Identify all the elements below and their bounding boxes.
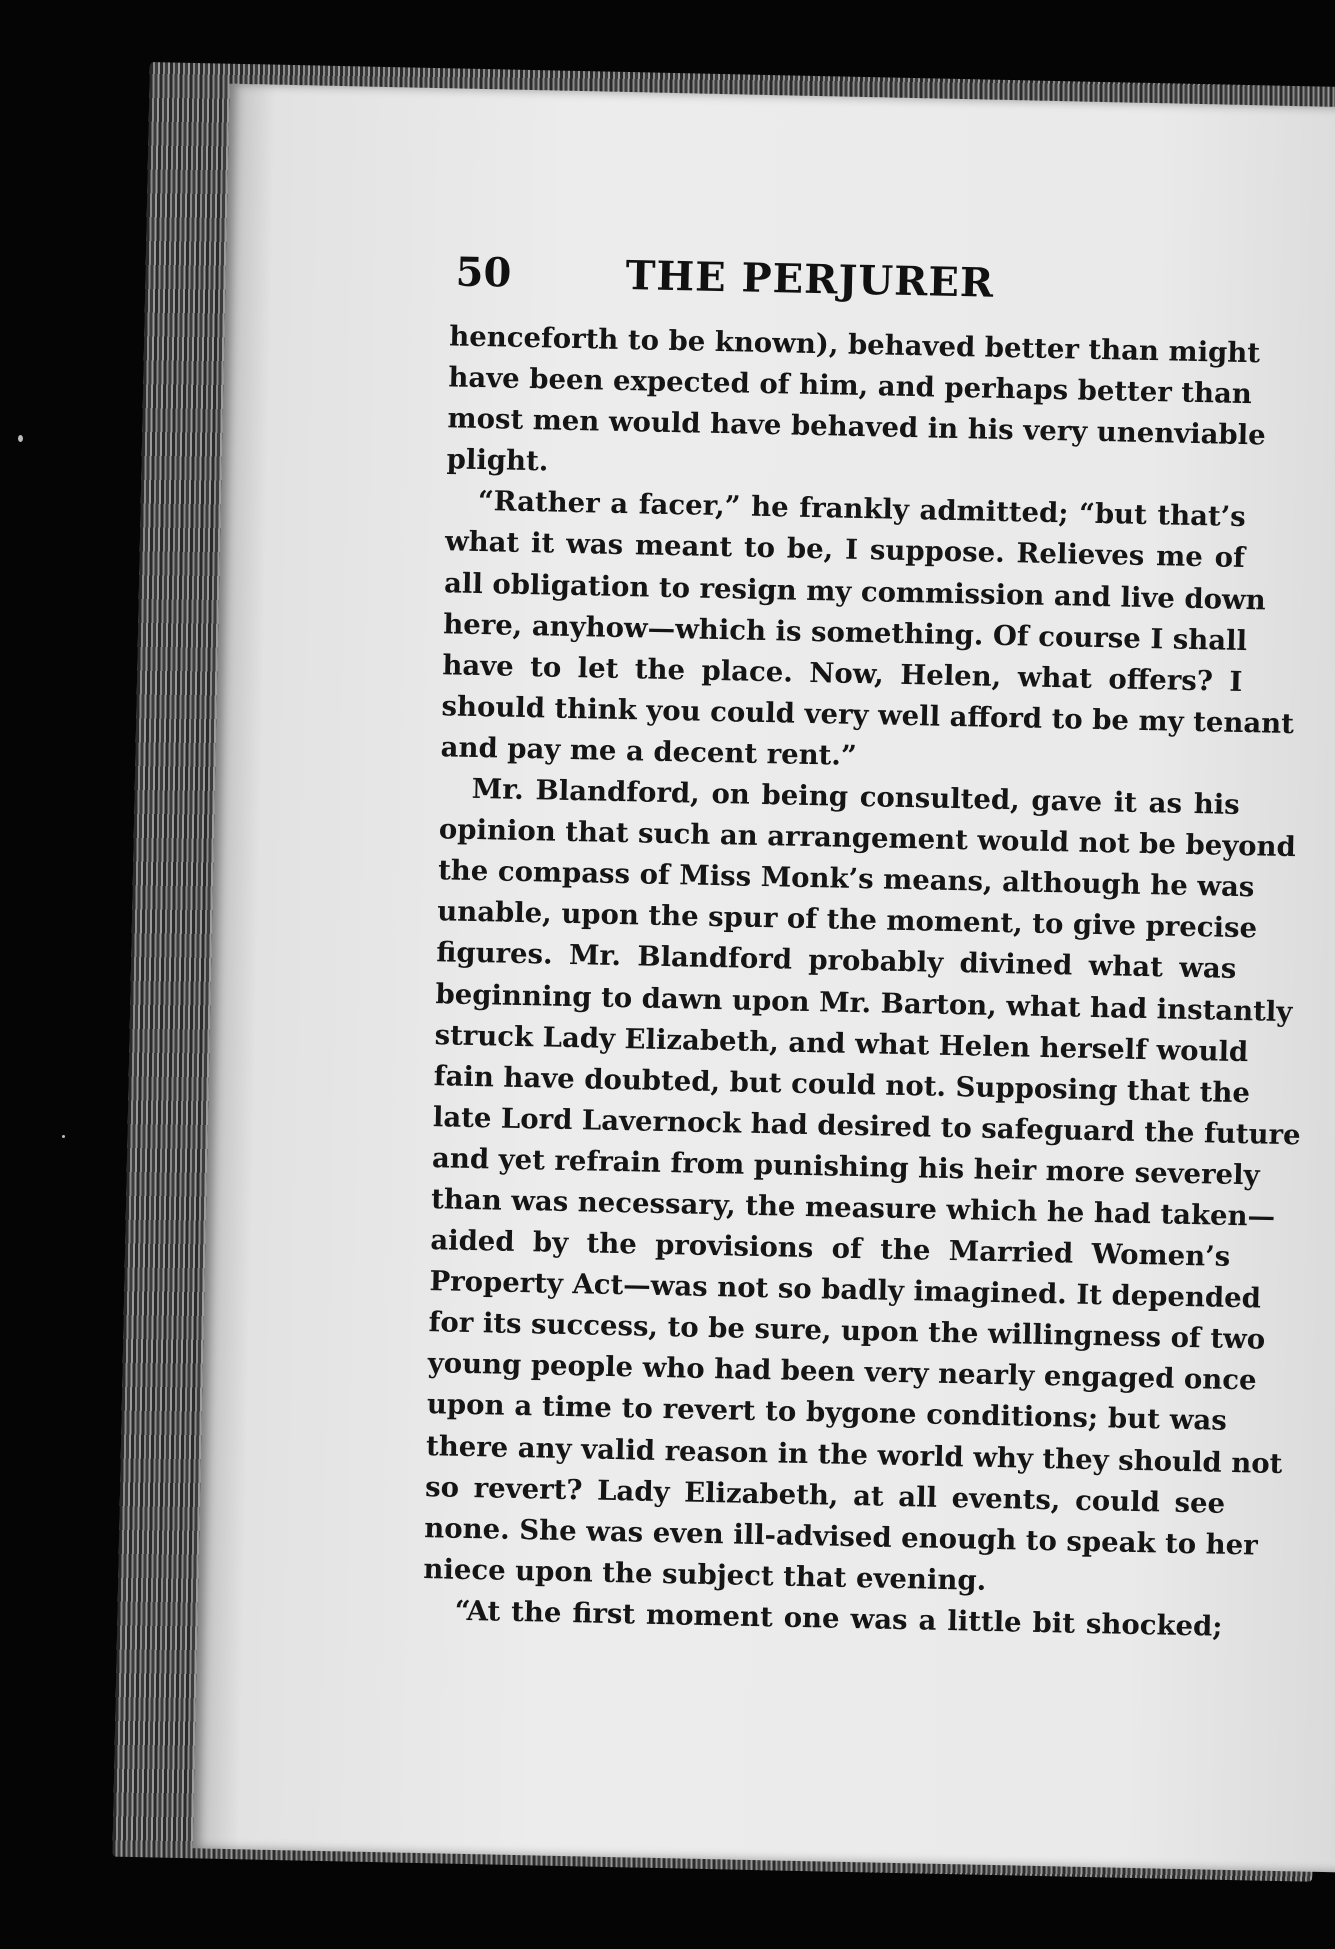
text-line: so revert? Lady Elizabeth, at all events, could see [424, 1470, 1226, 1520]
text-line: for its success, to be sure, upon the willingness of two [428, 1306, 1266, 1356]
text-line: plight. [446, 443, 549, 478]
text-line: niece upon the subject that evening. [423, 1552, 987, 1597]
text-line: fain have doubted, but could not. Supposing that the [433, 1059, 1251, 1109]
text-line: late Lord Lavernock had desired to safeguard the future [432, 1100, 1301, 1152]
text-line: henceforth to be known), behaved better than might [448, 320, 1261, 370]
text-line: and yet refrain from punishing his heir more severely [431, 1142, 1260, 1192]
text-line: have been expected of him, and perhaps better than [448, 361, 1253, 411]
dust-speck [18, 435, 23, 442]
text-line: Mr. Blandford, on being consulted, gave it as his [471, 772, 1241, 822]
text-line: and pay me a decent rent.” [440, 731, 858, 772]
text-line: upon a time to revert to bygone conditions; but was [426, 1388, 1228, 1438]
text-line: “Rather a facer,” he frankly admitted; “but that’s [477, 485, 1247, 534]
text-line: what it was meant to be, I suppose. Relieves me of [444, 525, 1246, 575]
page-number: 50 [455, 248, 512, 297]
text-line: beginning to dawn upon Mr. Barton, what had instantly [435, 977, 1293, 1028]
body-text [422, 316, 1301, 1647]
text-line: most men would have behaved in his very unenviable [447, 402, 1266, 452]
dust-speck [62, 1135, 65, 1138]
text-line: should think you could very well afford to be my tenant [441, 690, 1295, 740]
text-line: struck Lady Elizabeth, and what Helen herself would [434, 1018, 1249, 1068]
text-line: there any valid reason in the world why they should not [425, 1429, 1283, 1480]
text-line: figures. Mr. Blandford probably divined what was [436, 936, 1237, 986]
text-line: aided by the provisions of the Married Women’s [430, 1224, 1231, 1273]
page-header [455, 248, 1256, 325]
text-line: “At the first moment one was a little bit shocked; [454, 1594, 1223, 1643]
book-page [193, 84, 1335, 1873]
running-title: THE PERJURER [625, 252, 995, 307]
text-line: young people who had been very nearly engaged once [427, 1347, 1257, 1397]
text-line: unable, upon the spur of the moment, to give precise [436, 895, 1258, 945]
text-line: all obligation to resign my commission and live down [443, 566, 1266, 617]
text-line: here, anyhow—which is something. Of course I shall [442, 607, 1248, 657]
text-line: than was necessary, the measure which he had taken— [430, 1183, 1276, 1233]
text-line: have to let the place. Now, Helen, what offers? I [442, 649, 1243, 698]
book [112, 62, 1335, 1882]
text-line: Property Act—was not so badly imagined. It depended [429, 1265, 1262, 1315]
text-line: none. She was even ill-advised enough to speak to her [424, 1511, 1259, 1562]
text-line: the compass of Miss Monk’s means, although he was [437, 854, 1255, 904]
text-line: opinion that such an arrangement would not be beyond [438, 813, 1297, 864]
